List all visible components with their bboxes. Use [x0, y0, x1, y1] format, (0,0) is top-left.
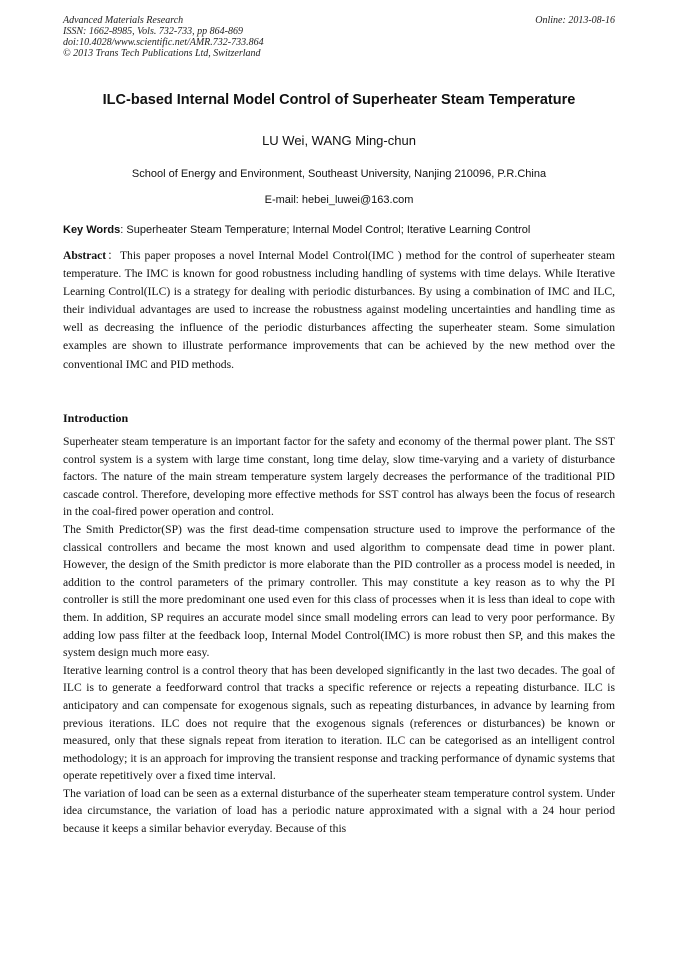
author-list: LU Wei, WANG Ming-chun — [262, 133, 416, 148]
online-date: Online: 2013-08-16 — [535, 15, 615, 26]
paper-title: ILC-based Internal Model Control of Superheater Steam Temperature — [102, 92, 576, 108]
paragraph: Superheater steam temperature is an important factor for the safety and economy of the thermal power plant. The SST control system is a system with large time constant, long time delay, slow time-varying and a variety of disturbance factors. The nature of the main stream temperature system largely decreases the performance of the traditional PID cascade control. Therefore, developing more effective methods for SST control has always been the focus of research in the coal-fired power operation and control. — [63, 435, 615, 519]
keywords-text: : Superheater Steam Temperature; Internal Model Control; Iterative Learning Control — [120, 224, 531, 236]
issn-line: ISSN: 1662-8985, Vols. 732-733, pp 864-869 — [63, 26, 243, 37]
keywords — [63, 224, 615, 236]
doi-line: doi:10.4028/www.scientific.net/AMR.732-733.864 — [63, 37, 264, 48]
abstract-label: Abstract — [63, 249, 107, 262]
journal-name: Advanced Materials Research — [63, 15, 184, 26]
copyright-line: © 2013 Trans Tech Publications Ltd, Switzerland — [63, 48, 261, 59]
author-email: E-mail: hebei_luwei@163.com — [264, 194, 414, 206]
affiliation: School of Energy and Environment, Southeast University, Nanjing 210096, P.R.China — [131, 168, 547, 180]
publication-header — [63, 15, 615, 59]
paragraph: The Smith Predictor(SP) was the first dead-time compensation structure used to improve the performance of the classical controllers and became the most known and used algorithm to compensate dead time in power plant. However, the design of the Smith predictor is more elaborate than the PID controller as a process model is needed, in addition to the control parameters of the primary controller. This may constitute a key reason as to why the PI controller is still the more predominant one used even for this class of processes when it is less than ideal to cope with them. In addition, SP requires an accurate model since small modeling errors can lead to very poor performance. By adding low pass filter at the feedback loop, Internal Model Control(IMC) is more robust then SP, and this makes the system design much more easy. — [63, 522, 615, 660]
section-heading-introduction: Introduction — [63, 411, 129, 425]
abstract-text: This paper proposes a novel Internal Model Control(IMC ) method for the control of superheater steam temperature. The IMC is known for good robustness including handling of systems with time delays. While Iterative Learning Control(ILC) is a strategy for dealing with periodic disturbances. By using a combination of IMC and ILC, their individual advantages are used to increase the robustness against modeling uncertainties and handling time as well as decreasing the influence of the periodic disturbances affecting the superheater steam. Some simulation examples are shown to illustrate performance improvements that can be achieved by the new method over the conventional IMC and PID methods. — [63, 249, 615, 371]
abstract-separator: ： — [106, 249, 120, 262]
paragraph: Iterative learning control is a control theory that has been developed significantly in the last two decades. The goal of ILC is to generate a feedforward control that tracks a specific reference or rejects a repeating disturbance. ILC is anticipatory and can compensate for exogenous signals, such as repeating disturbances, in advance by learning from previous iterations. ILC does not require that the exogenous signals (references or disturbances) be known or measured, only that these signals repeat from iteration to iteration. ILC can be categorised as an intelligent control methodology; it is an approach for improving the transient response and tracking performance of dynamic systems that operate repetitively over a fixed time interval. — [63, 663, 615, 783]
keywords-label: Key Words — [63, 224, 121, 236]
abstract — [63, 247, 615, 374]
paragraph: The variation of load can be seen as a external disturbance of the superheater steam temperature control system. Under idea circumstance, the variation of load has a periodic nature approximated with a signal with a 24 hour period because it keeps a similar behavior everyday. Because of this — [63, 786, 615, 836]
introduction-body — [63, 433, 615, 838]
